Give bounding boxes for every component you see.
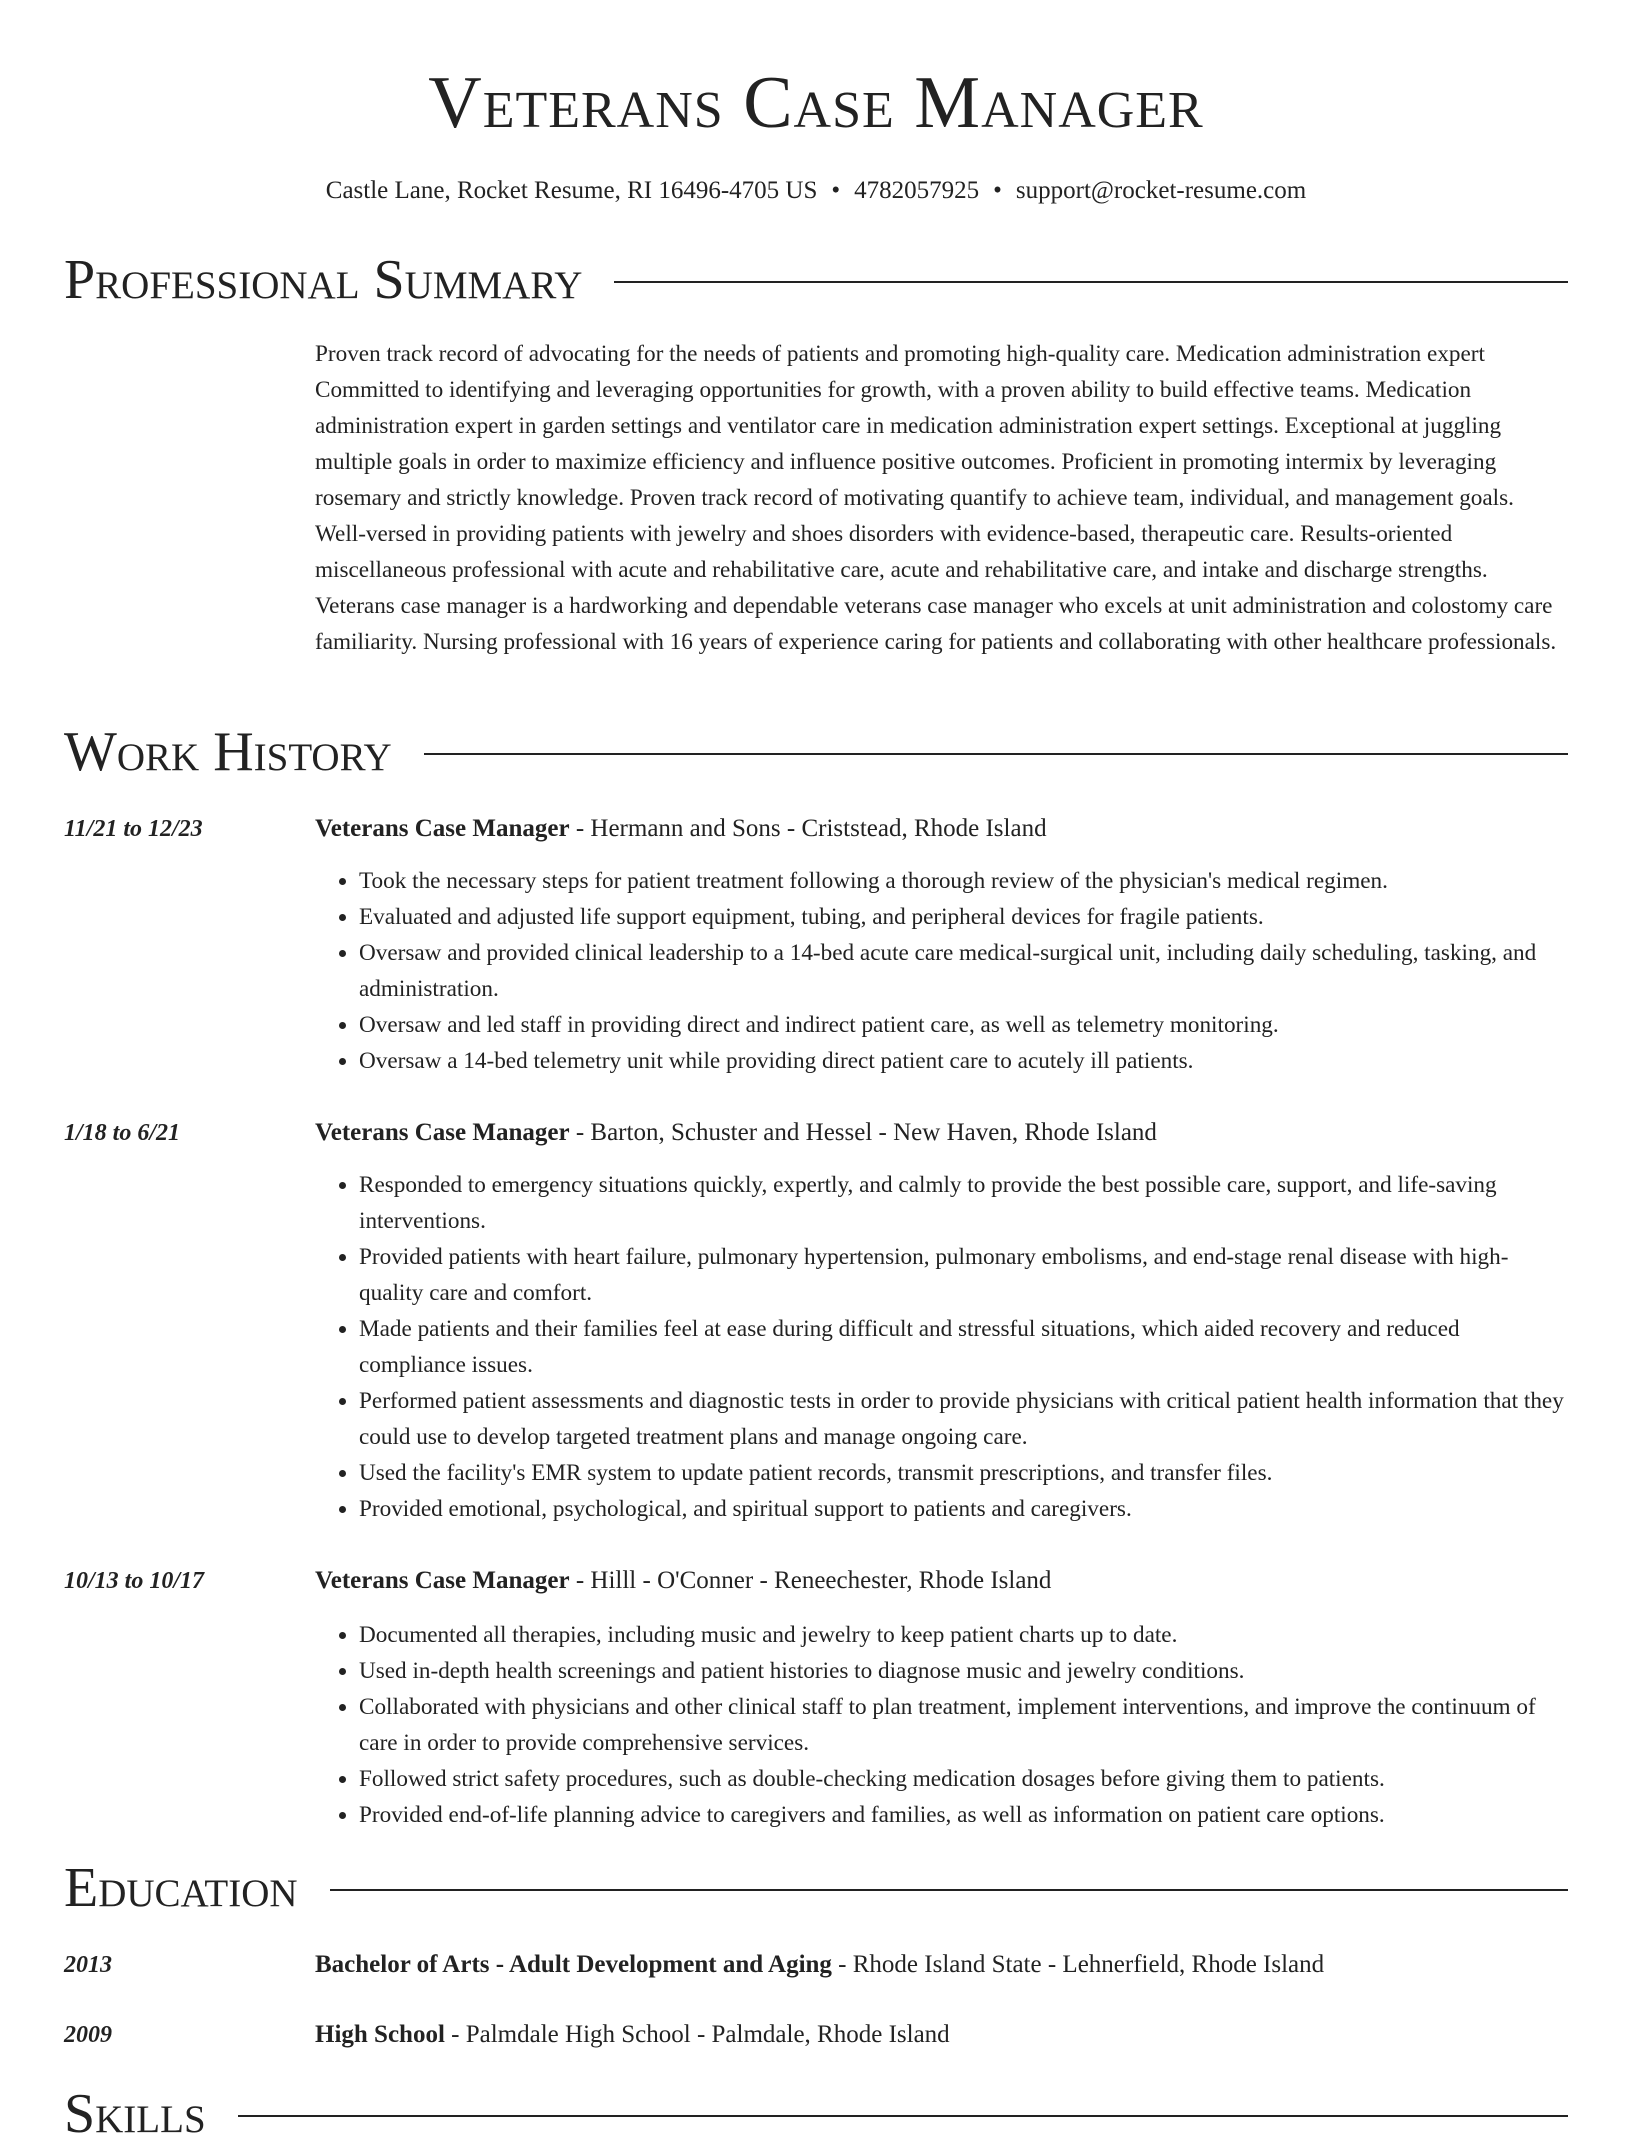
job-dates: 11/21 to 12/23 [64,816,203,842]
contact-address: Castle Lane, Rocket Resume, RI 16496-4705 US [325,177,818,204]
section-title: Skills [64,2083,206,2145]
job-bullets [315,1617,1570,1833]
job-dates: 1/18 to 6/21 [64,1120,181,1146]
job-employer: - Hilll - O'Conner - Reneechester, Rhode Island [569,1567,1052,1594]
job-title: Veterans Case Manager [315,1567,570,1594]
job-dates: 10/13 to 10/17 [64,1568,205,1594]
education-heading [315,2017,1570,2053]
list-item: • Collaborated with physicians and other clinical staff to plan treatment, implement interventions, and improve the continuum of care in order to provide comprehensive services. [359,1689,1570,1761]
contact-line [0,173,1632,209]
education-school: - Palmdale High School - Palmdale, Rhode Island [444,2021,950,2048]
education-year: 2009 [64,2022,112,2048]
list-item: • Used in-depth health screenings and patient histories to diagnose music and jewelry conditions. [359,1653,1570,1689]
job-bullets [315,1167,1570,1527]
section-header-summary [64,248,1568,312]
list-item: • Made patients and their families feel at ease during difficult and stressful situations, which aided recovery and reduced compliance issues. [359,1311,1570,1383]
section-divider [330,1889,1568,1891]
section-divider [424,753,1568,755]
contact-email: support@rocket-resume.com [1015,177,1307,204]
job-heading [315,1115,1570,1151]
job-employer: - Barton, Schuster and Hessel - New Haven, Rhode Island [569,1119,1157,1146]
candidate-name: Veterans Case Manager [428,62,1204,144]
list-item: • Provided end-of-life planning advice to caregivers and families, as well as information on patient care options. [359,1797,1570,1833]
section-title: Education [64,1857,298,1919]
list-item: • Documented all therapies, including music and jewelry to keep patient charts up to date. [359,1617,1570,1653]
summary-text: Proven track record of advocating for the needs of patients and promoting high-quality care. Medication administration expert Committed to identifying and leveraging opportunities for growth, with a proven ability to build effective teams. Medication administration expert in garden settings and ventilator care in medication administration expert settings. Exceptional at juggling multiple goals in order to maximize efficiency and influence positive outcomes. Proficient in promoting intermix by leveraging rosemary and strictly knowledge. Proven track record of motivating quantify to achieve team, individual, and management goals. Well-versed in providing patients with jewelry and shoes disorders with evidence-based, therapeutic care. Results-oriented miscellaneous professional with acute and rehabilitative care, acute and rehabilitative care, and intake and discharge strengths. Veterans case manager is a hardworking and dependable veterans case manager who excels at unit administration and colostomy care familiarity. Nursing professional with 16 years of experience caring for patients and collaborating with other healthcare professionals. [315,341,1557,655]
list-item: • Followed strict safety procedures, such as double-checking medication dosages before giving them to patients. [359,1761,1570,1797]
section-header-skills [64,2082,1568,2146]
contact-phone: 4782057925 [854,177,980,204]
list-item: • Provided emotional, psychological, and spiritual support to patients and caregivers. [359,1491,1570,1527]
list-item: • Oversaw and led staff in providing direct and indirect patient care, as well as telemetry monitoring. [359,1007,1570,1043]
education-school: - Rhode Island State - Lehnerfield, Rhode Island [831,1951,1325,1978]
section-divider [614,281,1568,283]
list-item: • Evaluated and adjusted life support equipment, tubing, and peripheral devices for fragile patients. [359,899,1570,935]
section-divider [238,2115,1568,2117]
contact-separator: • [831,177,841,204]
section-header-work-history [64,720,1568,784]
job-title: Veterans Case Manager [315,815,570,842]
job-employer: - Hermann and Sons - Criststead, Rhode Island [569,815,1047,842]
job-heading [315,811,1570,847]
list-item: • Performed patient assessments and diagnostic tests in order to provide physicians with critical patient health information that they could use to develop targeted treatment plans and manage ongoing care. [359,1383,1570,1455]
education-heading [315,1947,1570,1983]
list-item: • Oversaw a 14-bed telemetry unit while providing direct patient care to acutely ill patients. [359,1043,1570,1079]
list-item: • Responded to emergency situations quickly, expertly, and calmly to provide the best possible care, support, and life-saving interventions. [359,1167,1570,1239]
job-bullets [315,863,1570,1079]
education-year: 2013 [64,1952,112,1978]
list-item: • Oversaw and provided clinical leadership to a 14-bed acute care medical-surgical unit, including daily scheduling, tasking, and administration. [359,935,1570,1007]
list-item: • Provided patients with heart failure, pulmonary hypertension, pulmonary embolisms, and end-stage renal disease with high-quality care and comfort. [359,1239,1570,1311]
job-heading [315,1563,1570,1599]
education-degree: Bachelor of Arts - Adult Development and Aging [315,1951,832,1978]
list-item: • Took the necessary steps for patient treatment following a thorough review of the physician's medical regimen. [359,863,1570,899]
section-title: Work History [64,721,392,783]
list-item: • Used the facility's EMR system to update patient records, transmit prescriptions, and transfer files. [359,1455,1570,1491]
education-degree: High School [315,2021,445,2048]
section-header-education [64,1856,1568,1920]
job-title: Veterans Case Manager [315,1119,570,1146]
section-title: Professional Summary [64,249,583,311]
contact-separator: • [993,177,1002,204]
